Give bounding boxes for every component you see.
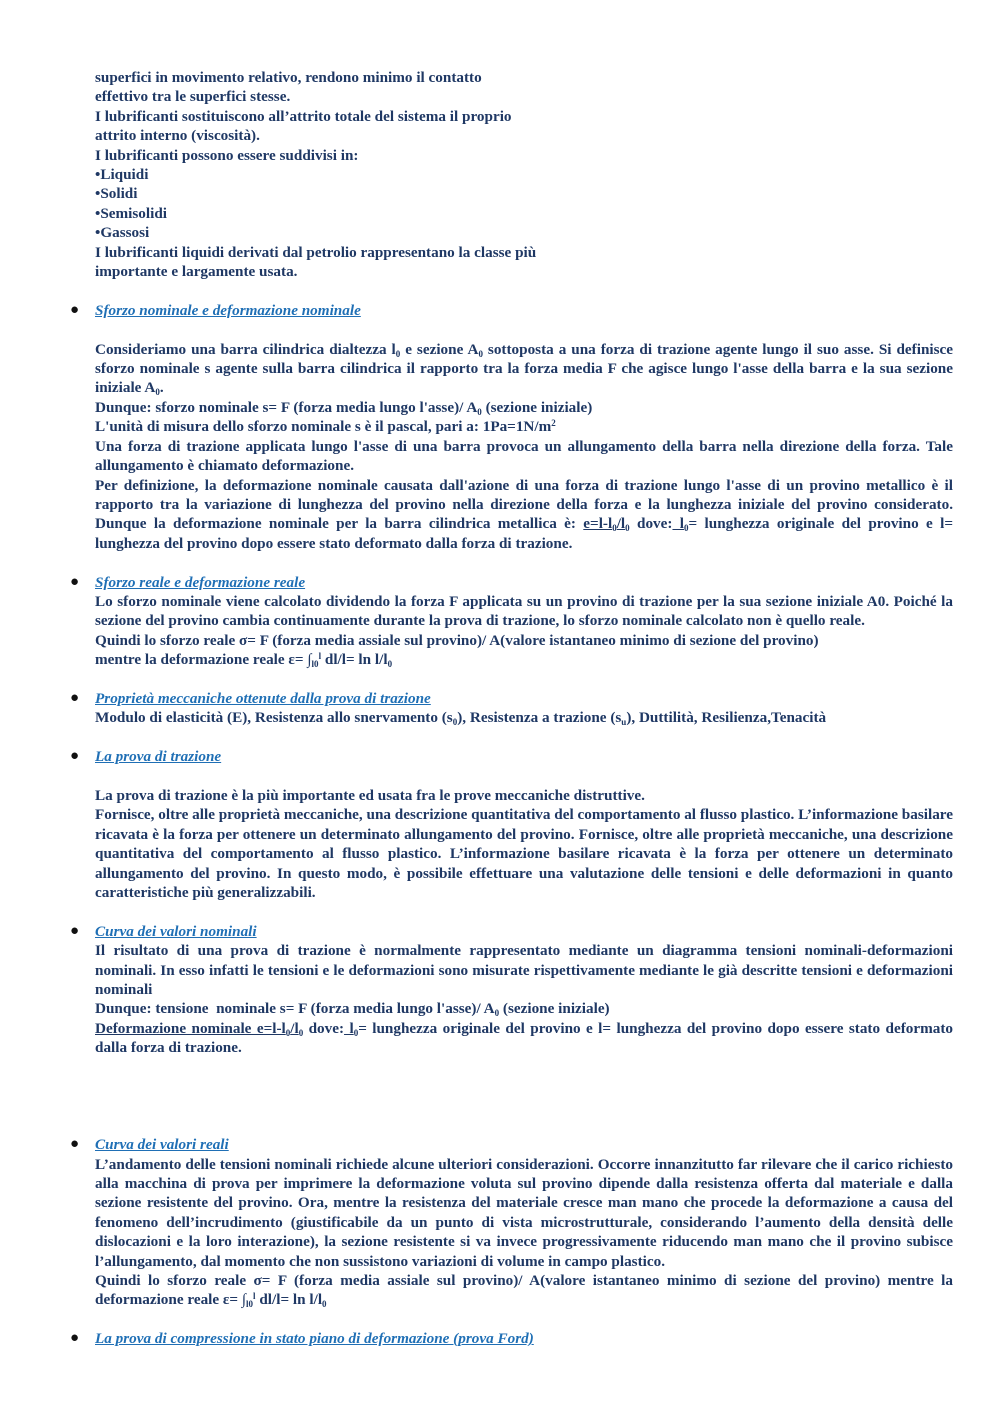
intro-line: I lubrificanti possono essere suddivisi in: bbox=[95, 146, 359, 164]
intro-line: •Semisolidi bbox=[95, 204, 167, 222]
section-body: La prova di trazione è la più importante ed usata fra le prove meccaniche distruttive. Fornisce, oltre alle proprietà meccaniche, una descrizione quantitativa del comportamento al flusso plastico. L’informazione basilare ricavata è la forza per ottenere un determinato allungamento del provino. Fornisce, oltre alle proprietà meccaniche, una descrizione quantitativa del comportamento al flusso plastico. L’informazione basilare ricavata è la forza per ottenere un determinato allungamento del provino. In questo modo, è possibile effettuare una valutazione delle tensioni e delle deformazioni in quanto caratteristiche più generalizzabili. bbox=[95, 786, 953, 901]
section-heading-link[interactable]: La prova di compressione in stato piano di deformazione (prova Ford) bbox=[95, 1330, 534, 1348]
document-content bbox=[70, 68, 954, 1349]
intro-line: superfici in movimento relativo, rendono minimo il contatto bbox=[95, 69, 482, 86]
intro-line: importante e largamente usata. bbox=[95, 263, 298, 281]
section-heading-link[interactable]: La prova di trazione bbox=[95, 748, 222, 766]
bullet-icon: ● bbox=[70, 922, 80, 939]
section-body: Consideriamo una barra cilindrica dialtezza $l_0$ e sezione $A_0$ sottoposta a una forza di trazione agente lungo il suo asse. Si definisce sforzo nominale s agente sulla barra cilindrica il rapporto tra la forza media F che agisce lungo l'asse della barra e la sua sezione iniziale $A_0$. Dunque: sforzo nominale s= F (forza media lungo l'asse)/ $A_0$ (sezione iniziale) L'unità di misura dello sforzo nominale s è il pascal, pari a: $1Pa=1N/m^2$ Una forza di trazione applicata lungo l'asse di una barra provoca un allungamento della barra nella direzione della forza. Tale allungamento è chiamato deformazione. Per definizione, la deformazione nominale causata dall'azione di una forza di trazione lungo l'asse di un provino metallico è il rapporto tra la variazione di lunghezza del provino nella direzione della forza e la lunghezza iniziale del provino considerato. Dunque la deformazione nominale per la barra cilindrica metallica è: $e=l-l_0/l_0$ dove: $l_0=$ lunghezza originale del provino e l= lunghezza del provino dopo essere stato deformato dalla forza di trazione. bbox=[95, 340, 954, 552]
section-body: Modulo di elasticità (E), Resistenza allo snervamento $(s_0)$, Resistenza a trazione $(s_u)$, Duttilità, Resilienza,Tenacità bbox=[95, 709, 827, 728]
section-sforzo-nominale bbox=[70, 301, 954, 553]
bullet-icon: ● bbox=[70, 689, 80, 706]
intro-line: •Solidi bbox=[95, 185, 138, 203]
intro-line: effettivo tra le superfici stesse. bbox=[95, 88, 291, 106]
section-curva-nominali bbox=[70, 922, 953, 1058]
section-heading-link[interactable]: Proprietà meccaniche ottenute dalla prova di trazione bbox=[95, 689, 431, 707]
intro-line: •Gassosi bbox=[95, 224, 150, 242]
bullet-icon: ● bbox=[70, 748, 80, 765]
intro-line: I lubrificanti liquidi derivati dal petrolio rappresentano la classe più bbox=[95, 243, 537, 261]
bullet-icon: ● bbox=[70, 301, 80, 318]
section-body: Il risultato di una prova di trazione è normalmente rappresentato mediante un diagramma tensioni nominali-deformazioni nominali. In esso infatti le tensioni e le deformazioni sono misurate rispettivamente mediante le già descritte tensioni e deformazioni nominali Dunque: tensione nominale s= F (forza media lungo l'asse)/ $A_0$ (sezione iniziale) Deformazione nominale $e=l-l_0/l_0$ dove: $l_0=$ lunghezza originale del provino e l= lunghezza del provino dopo essere stato deformato dalla forza di trazione. bbox=[95, 942, 953, 1057]
bullet-icon: ● bbox=[70, 1136, 80, 1153]
section-sforzo-reale bbox=[70, 573, 953, 670]
section-heading-link[interactable]: Sforzo nominale e deformazione nominale bbox=[95, 301, 361, 319]
intro-line: •Liquidi bbox=[95, 166, 149, 184]
section-body: L’andamento delle tensioni nominali richiede alcune ulteriori considerazioni. Occorre innanzitutto far rilevare che il carico richiesto alla macchina di prova per imprimere la deformazione voluta sul provino dipende dalla resistenza offerta dal materiale e dalla sezione resistente del provino. Ora, mentre la resistenza del materiale cresce man mano che procede la deformazione a causa del fenomeno dell’incrudimento (giustificabile da un punto di vista microstrutturale, considerando l’aumento della densità delle dislocazioni e la loro interazione), la sezione resistente si va invece progressivamente riducendo man mano che il provino subisce l’allungamento, dal momento che non sussistono variazioni di volume in campo plastico. Quindi lo sforzo reale σ= F (forza media assiale sul provino)/ A(valore istantaneo minimo di sezione del provino) mentre la deformazione reale $\varepsilon= \int_{l0}^l$ $dl/l= \ln l/l_0$ bbox=[95, 1155, 953, 1310]
section-heading-link[interactable]: Curva dei valori reali bbox=[95, 1136, 229, 1154]
bullet-icon: ● bbox=[70, 1330, 80, 1347]
section-heading-link[interactable]: Curva dei valori nominali bbox=[95, 922, 257, 940]
intro-line: I lubrificanti sostituiscono all’attrito totale del sistema il proprio bbox=[95, 107, 512, 125]
section-prova-trazione bbox=[70, 747, 953, 902]
intro-line: attrito interno (viscosità). bbox=[95, 127, 260, 145]
section-prova-ford bbox=[70, 1329, 953, 1348]
section-body: Lo sforzo nominale viene calcolato dividendo la forza F applicata su un provino di trazione per la sua sezione iniziale A0. Poiché la sezione del provino cambia continuamente durante la prova di trazione, lo sforzo nominale calcolato non è quello reale. Quindi lo sforzo reale σ= F (forza media assiale sul provino)/ A(valore istantaneo minimo di sezione del provino) mentre la deformazione reale $\varepsilon= \int_{l0}^l$ $dl/l= \ln l/l_0$ bbox=[95, 592, 953, 670]
section-proprieta-meccaniche bbox=[70, 689, 953, 728]
section-heading-link[interactable]: Sforzo reale e deformazione reale bbox=[95, 573, 306, 591]
intro-paragraph bbox=[95, 68, 953, 281]
section-curva-reali bbox=[70, 1135, 953, 1310]
bullet-icon: ● bbox=[70, 573, 80, 590]
